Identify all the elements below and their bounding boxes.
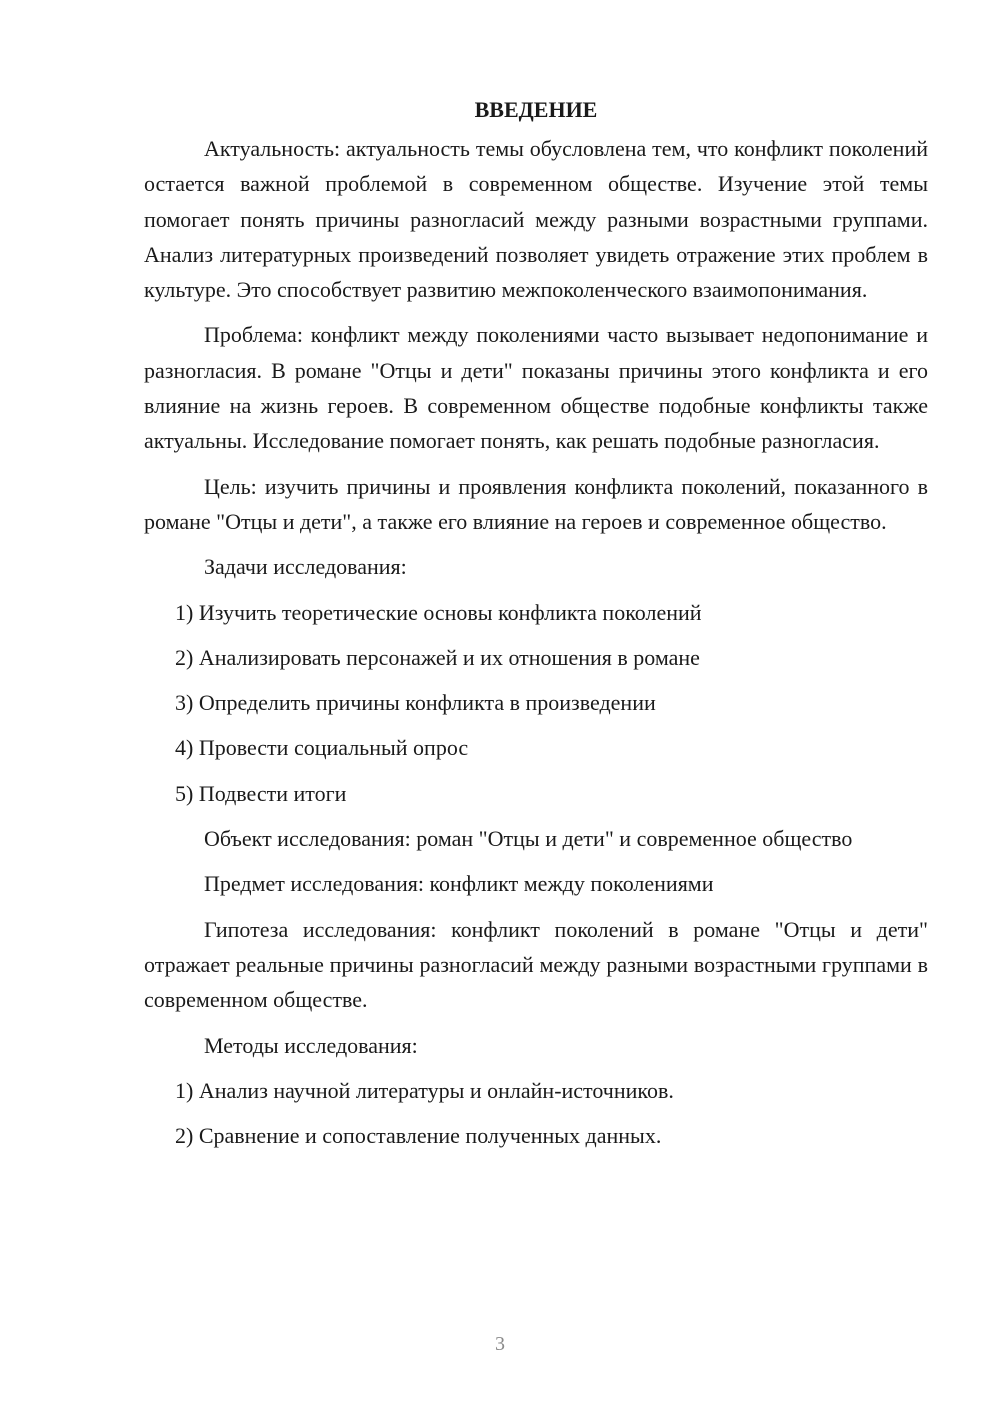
task-item: 5) Подвести итоги (175, 780, 347, 806)
task-item: 4) Провести социальный опрос (175, 735, 469, 761)
task-item: 3) Определить причины конфликта в произведении (175, 690, 656, 716)
methods-title: Методы исследования: (204, 1032, 418, 1058)
task-item: 1) Изучить теоретические основы конфликта поколений (175, 599, 702, 625)
subject-paragraph: Предмет исследования: конфликт между поколениями (204, 871, 714, 897)
method-item: 1) Анализ научной литературы и онлайн-источников. (175, 1077, 674, 1103)
page-number: 3 (495, 1333, 505, 1355)
hypothesis-paragraph: Гипотеза исследования: конфликт поколений в романе "Отцы и дети" отражает реальные причины разногласий между разными возрастными группами в современном обществе. (144, 916, 928, 1013)
tasks-title: Задачи исследования: (204, 554, 407, 580)
problem-paragraph: Проблема: конфликт между поколениями часто вызывает недопонимание и разногласия. В романе "Отцы и дети" показаны причины этого конфликта и его влияние на жизнь героев. В современном обществе подобные конфликты также актуальны. Исследование помогает понять, как решать подобные разногласия. (144, 322, 928, 454)
task-item: 2) Анализировать персонажей и их отношения в романе (175, 644, 700, 670)
method-item: 2) Сравнение и сопоставление полученных данных. (175, 1123, 662, 1149)
goal-paragraph: Цель: изучить причины и проявления конфликта поколений, показанного в романе "Отцы и дети", а также его влияние на героев и современное общество. (144, 473, 928, 534)
relevance-paragraph: Актуальность: актуальность темы обусловлена тем, что конфликт поколений остается важной проблемой в современном обществе. Изучение этой темы помогает понять причины разногласий между разными возрастными группами. Анализ литературных произведений позволяет увидеть отражение этих проблем в культуре. Это способствует развитию межпоколенческого взаимопонимания. (144, 136, 928, 303)
object-paragraph: Объект исследования: роман "Отцы и дети" и современное общество (204, 826, 853, 852)
section-heading: ВВЕДЕНИЕ (474, 97, 598, 122)
document-page (144, 95, 928, 1163)
